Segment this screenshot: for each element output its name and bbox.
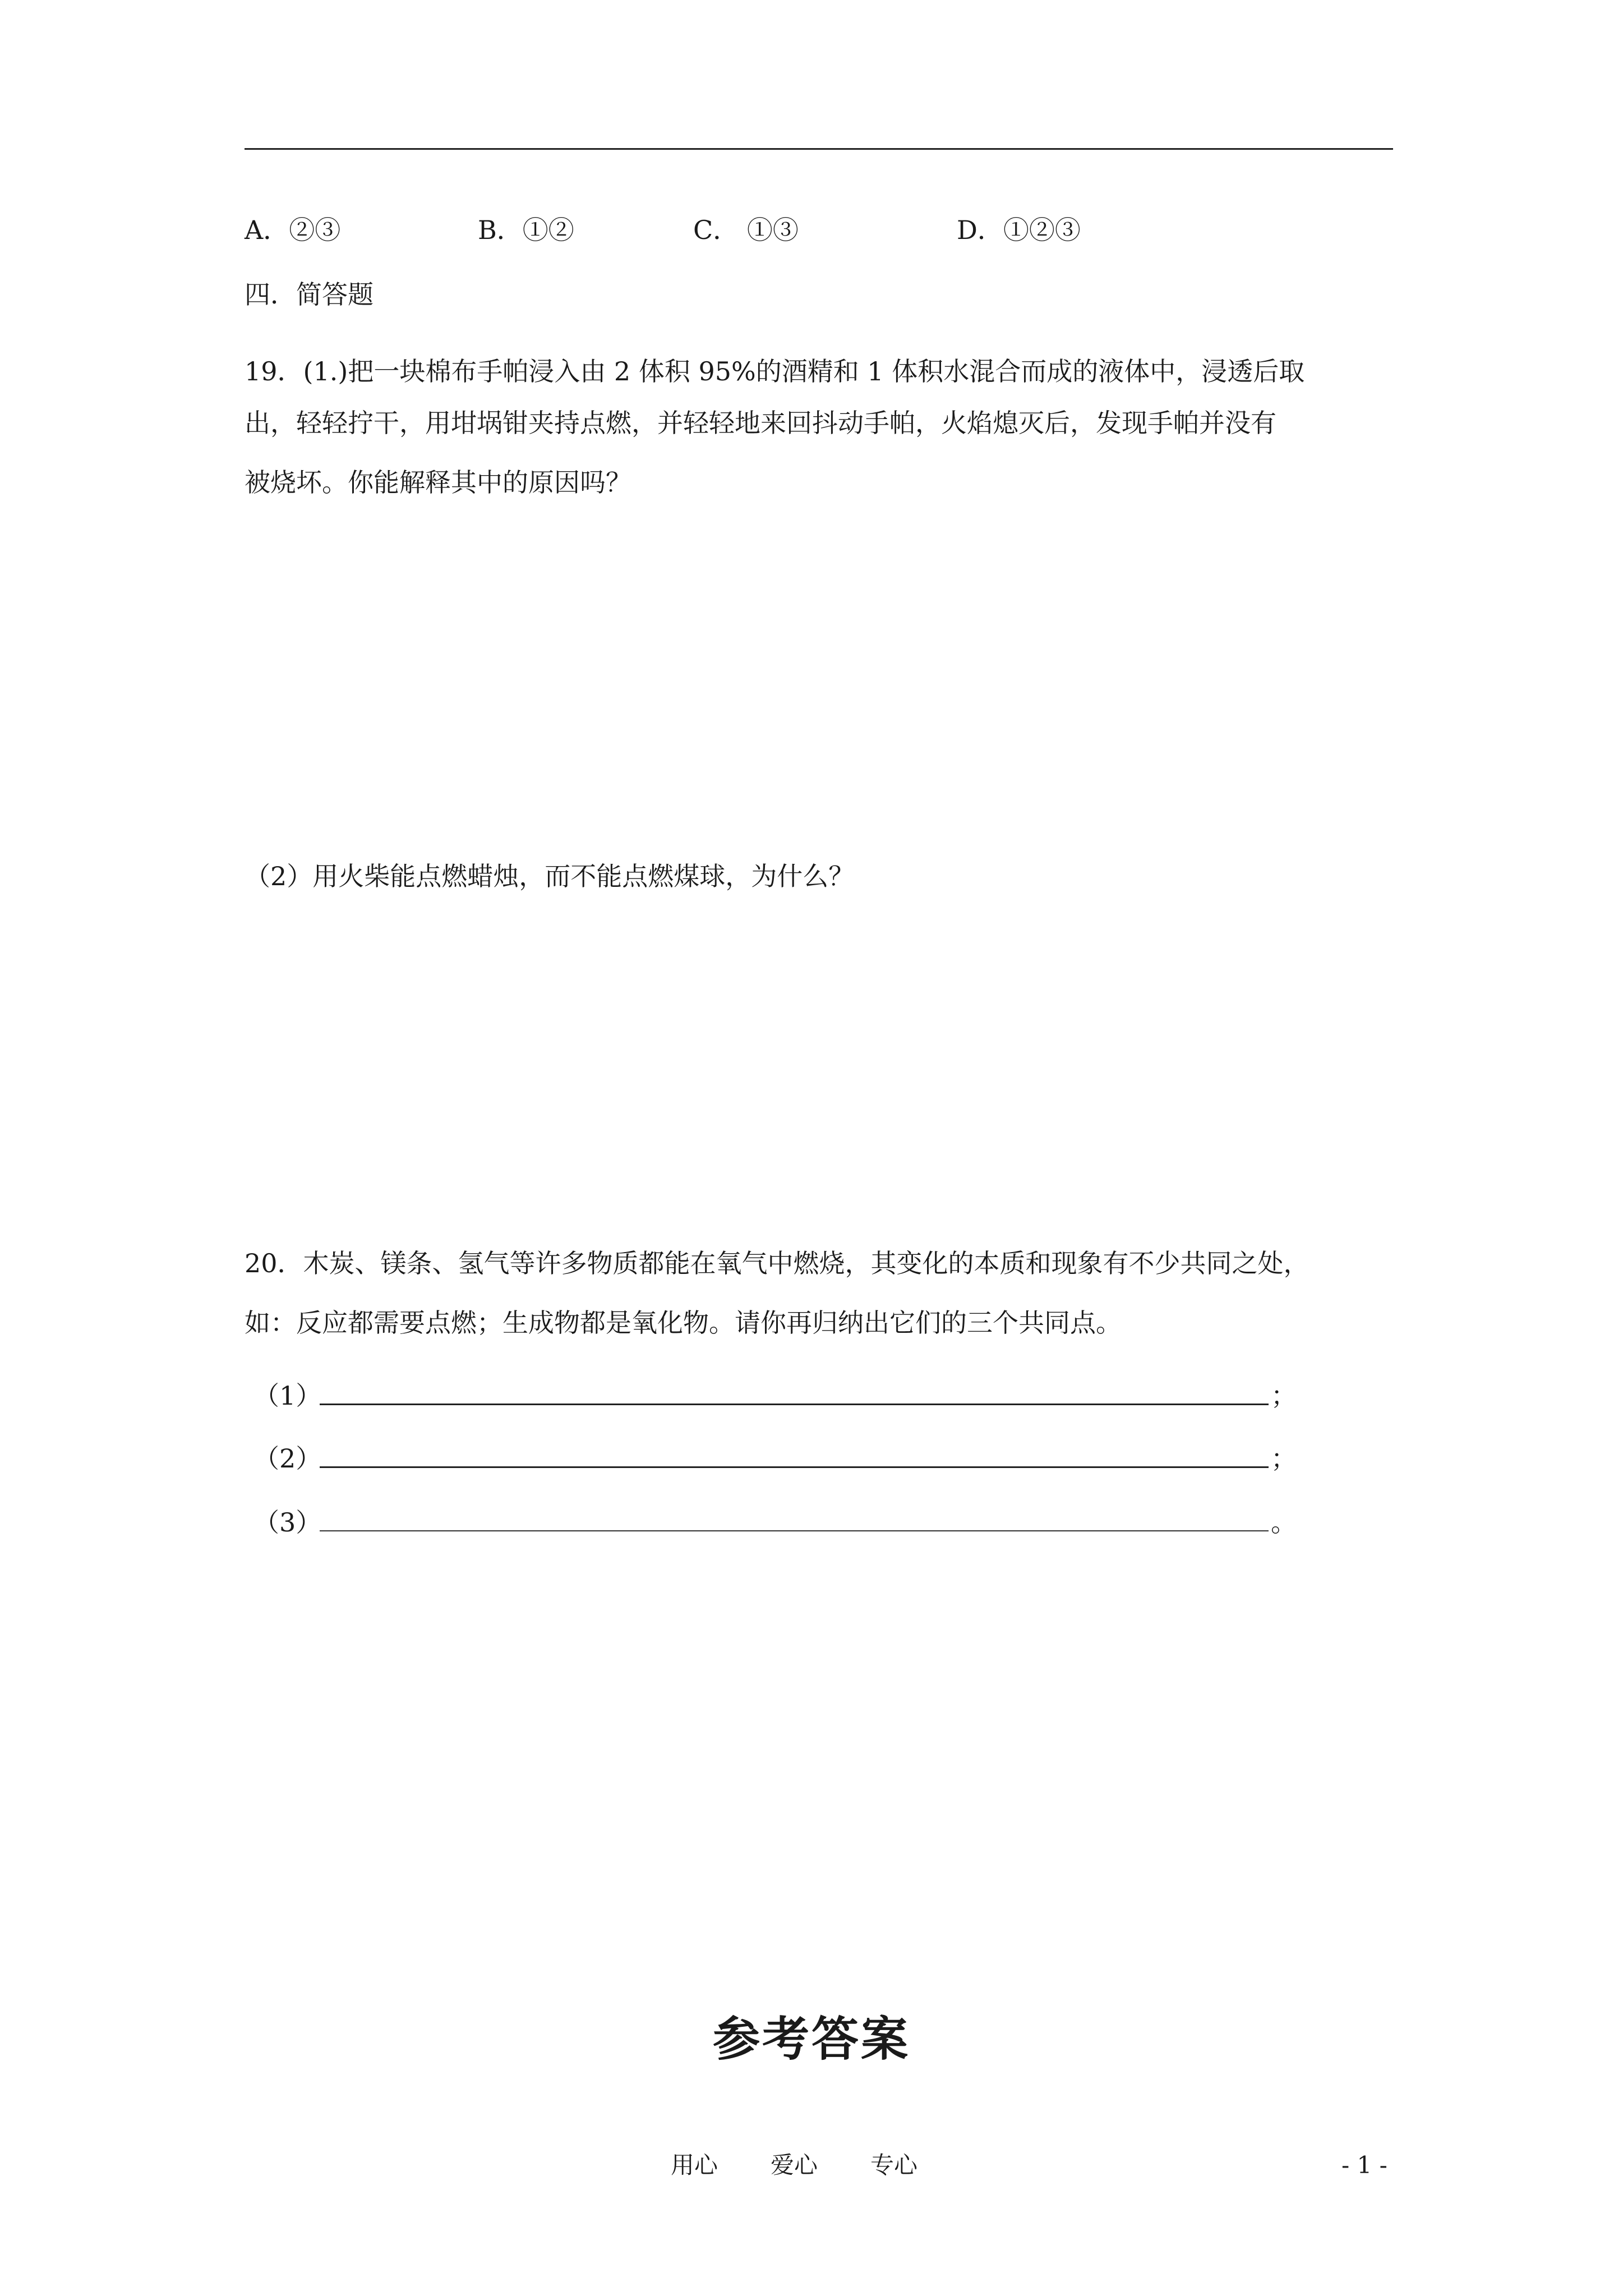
blank-number: （2） bbox=[253, 1443, 322, 1474]
answer-line bbox=[320, 1404, 1269, 1405]
blank-number: （1） bbox=[253, 1381, 322, 1411]
blank-end-punct: ； bbox=[1271, 1381, 1297, 1411]
footer-motto-3: 专心 bbox=[870, 2151, 918, 2179]
footer-motto-1: 用心 bbox=[671, 2151, 718, 2179]
q19-line1: 19．(1.)把一块棉布手帕浸入由 2 体积 95%的酒精和 1 体积水混合而成的液体中，浸透后取 bbox=[245, 356, 1305, 386]
option-c: C． ①③ bbox=[693, 215, 799, 245]
option-d: D．①②③ bbox=[957, 215, 1081, 245]
blank-number: （3） bbox=[253, 1507, 322, 1538]
answer-line bbox=[320, 1466, 1269, 1468]
q19-line3: 被烧坏。你能解释其中的原因吗？ bbox=[245, 467, 631, 498]
q20-line2: 如：反应都需要点燃；生成物都是氧化物。请你再归纳出它们的三个共同点。 bbox=[245, 1308, 1122, 1338]
footer-motto-2: 爱心 bbox=[771, 2151, 818, 2179]
q20-line1: 20．木炭、镁条、氢气等许多物质都能在氧气中燃烧，其变化的本质和现象有不少共同之处， bbox=[245, 1248, 1310, 1278]
blank-end-punct: ； bbox=[1271, 1443, 1297, 1474]
q19-part2: （2）用火柴能点燃蜡烛，而不能点燃煤球，为什么？ bbox=[245, 861, 855, 891]
answer-title: 参考答案 bbox=[712, 2012, 910, 2067]
blank-end-punct: 。 bbox=[1271, 1507, 1297, 1538]
page-number: - 1 - bbox=[1341, 2151, 1387, 2179]
option-b: B．①② bbox=[478, 215, 574, 245]
answer-line bbox=[320, 1530, 1269, 1531]
q19-line2: 出，轻轻拧干，用坩埚钳夹持点燃，并轻轻地来回抖动手帕，火焰熄灭后，发现手帕并没有 bbox=[245, 408, 1276, 438]
header-rule bbox=[245, 148, 1393, 150]
section-heading: 四．简答题 bbox=[245, 279, 374, 310]
option-a: A．②③ bbox=[245, 215, 341, 245]
